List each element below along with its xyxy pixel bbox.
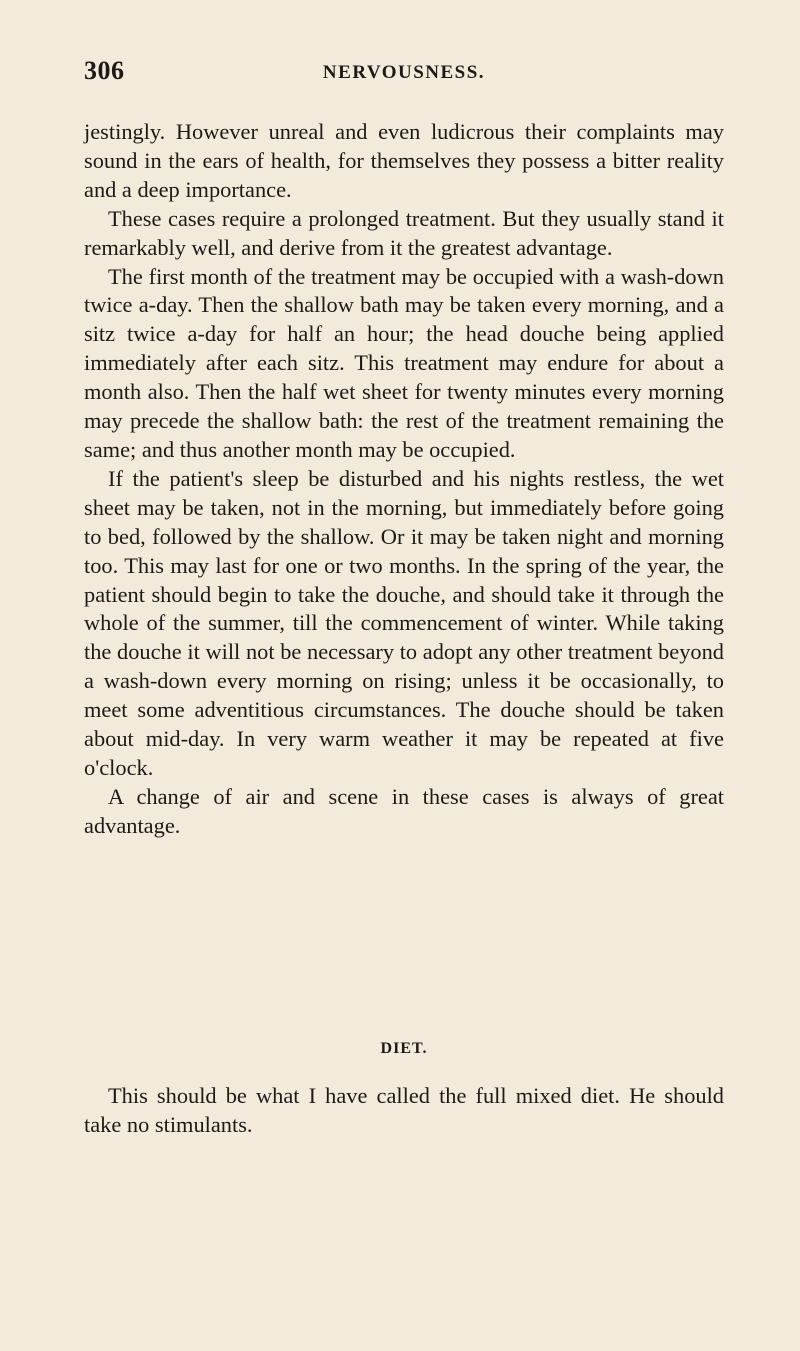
- page-number: 306: [84, 56, 125, 85]
- running-head: [84, 56, 724, 96]
- paragraph-first-month: The first month of the treatment may be occupied with a wash-down twice a-day. Then the shallow bath may be taken every morning, and a sitz twice a-day for half an hour; the head douche being applied immediately after each sitz. This treatment may endure for about a month also. Then the half wet sheet for twenty minutes every morning may precede the shallow bath: the rest of the treatment remaining the same; and thus another month may be occupied.: [84, 263, 724, 462]
- paragraph-sleep-disturbed: If the patient's sleep be disturbed and his nights restless, the wet sheet may be taken, not in the morning, but immediately before going to bed, followed by the shallow. Or it may be taken night and morning too. This may last for one or two months. In the spring of the year, the patient should begin to take the douche, and should take it through the whole of the summer, till the commencement of winter. While taking the douche it will not be necessary to adopt any other treatment beyond a wash-down every morning on rising; unless it be occasionally, to meet some adventitious circumstances. The douche should be taken about mid-day. In very warm weather it may be repeated at five o'clock.: [84, 465, 724, 780]
- running-title: NERVOUSNESS.: [322, 62, 486, 83]
- paragraph-diet: This should be what I have called the full mixed diet. He should take no stimulants.: [84, 1083, 724, 1137]
- body-text: [84, 118, 724, 841]
- diet-text: [84, 1082, 724, 1140]
- paragraph-change-of-air: A change of air and scene in these cases is always of great advantage.: [84, 783, 724, 838]
- paragraph-continuation: jestingly. However unreal and even ludicrous their complaints may sound in the ears of health, for themselves they possess a bitter reality and a deep importance.: [84, 119, 724, 202]
- section-heading-diet: DIET.: [380, 1040, 428, 1057]
- paragraph-prolonged-treatment: These cases require a prolonged treatment. But they usually stand it remarkably well, and derive from it the greatest advantage.: [84, 205, 724, 260]
